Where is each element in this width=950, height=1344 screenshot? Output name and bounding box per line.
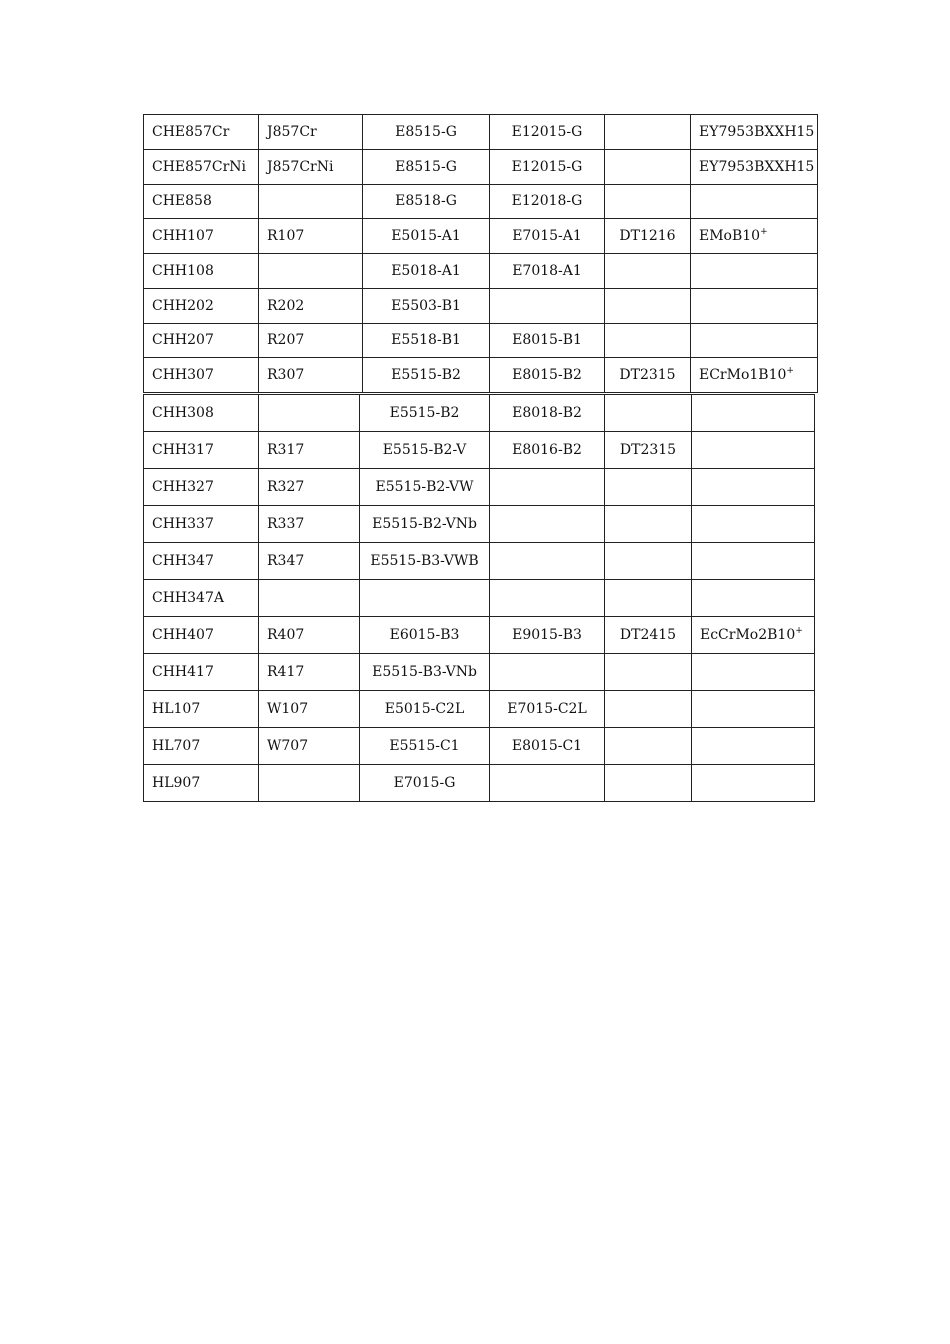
cell-dt-model: [605, 115, 691, 150]
cell-dt-model: [605, 149, 691, 184]
cell-old-grade: [259, 691, 360, 728]
cell-text: E12018-G: [511, 193, 583, 210]
cell-en-model: [691, 115, 818, 150]
cell-gb-model: [360, 654, 490, 691]
table-row: [144, 432, 815, 469]
cell-dt-model: [605, 691, 692, 728]
cell-text: E5515-B2-VW: [375, 479, 474, 495]
cell-gb-model: [363, 115, 490, 150]
cell-gb-model: [360, 765, 490, 802]
cell-grade: [144, 184, 259, 219]
cell-grade: [144, 115, 259, 150]
table-row: [144, 691, 815, 728]
cell-text: R417: [267, 664, 305, 680]
cell-text: J857CrNi: [267, 158, 334, 175]
cell-dt-model: [605, 288, 691, 323]
cell-text: R327: [267, 479, 305, 495]
cell-dt-model: [605, 617, 692, 654]
cell-dt-model: [605, 543, 692, 580]
cell-text: CHE858: [152, 193, 212, 210]
cell-aws-model: [490, 149, 605, 184]
cell-text: E8515-G: [395, 123, 457, 140]
cell-gb-model: [360, 728, 490, 765]
cell-text: E5503-B1: [391, 297, 461, 314]
cell-old-grade: [259, 469, 360, 506]
cell-text: EY7953BXXH15: [699, 123, 815, 140]
cell-gb-model: [360, 432, 490, 469]
cell-text: DT2315: [619, 442, 677, 458]
table-bottom-body: [144, 395, 815, 802]
cell-aws-model: [490, 506, 605, 543]
cell-text: E9015-B3: [512, 627, 582, 643]
cell-text: E8515-G: [395, 158, 457, 175]
cell-aws-model: [490, 115, 605, 150]
cell-text: E5515-B2: [391, 367, 461, 384]
cell-dt-model: [605, 254, 691, 289]
cell-dt-model: [605, 184, 691, 219]
cell-aws-model: [490, 543, 605, 580]
table-row: [144, 254, 818, 289]
cell-text: E5515-C1: [389, 738, 460, 754]
cell-text: E5515-B2-V: [382, 442, 467, 458]
table-row: [144, 580, 815, 617]
cell-aws-model: [490, 691, 605, 728]
cell-text: E12015-G: [511, 158, 583, 175]
cell-aws-model: [490, 432, 605, 469]
table-row: [144, 149, 818, 184]
table-row: [144, 728, 815, 765]
cell-text: E8016-B2: [512, 442, 582, 458]
cell-text: E5515-B2: [389, 405, 460, 421]
cell-old-grade: [259, 358, 363, 393]
cell-dt-model: [605, 358, 691, 393]
table-row: [144, 469, 815, 506]
cell-text: HL907: [152, 775, 201, 791]
superscript-mark: +: [786, 366, 794, 377]
superscript-mark: +: [795, 626, 803, 636]
cell-old-grade: [259, 432, 360, 469]
table-row: [144, 617, 815, 654]
cell-text: E5515-B3-VNb: [372, 664, 477, 680]
cell-old-grade: [259, 184, 363, 219]
cell-grade: [144, 149, 259, 184]
cell-text: CHH407: [152, 627, 214, 643]
cell-gb-model: [360, 617, 490, 654]
cell-old-grade: [259, 395, 360, 432]
cell-text: E6015-B3: [389, 627, 460, 643]
cell-text: R207: [267, 332, 305, 349]
cell-dt-model: [605, 395, 692, 432]
cell-dt-model: [605, 580, 692, 617]
cell-en-model: [691, 149, 818, 184]
cell-text: E12015-G: [511, 123, 583, 140]
cell-aws-model: [490, 469, 605, 506]
cell-text: DT2315: [619, 367, 676, 384]
cell-text: W707: [267, 738, 309, 754]
cell-grade: [144, 543, 259, 580]
cell-text: E8015-B1: [512, 332, 582, 349]
cell-dt-model: [605, 654, 692, 691]
cell-old-grade: [259, 728, 360, 765]
cell-text: J857Cr: [267, 123, 317, 140]
table-row: [144, 654, 815, 691]
table-row: [144, 184, 818, 219]
cell-text: W107: [267, 701, 309, 717]
table-row: [144, 323, 818, 358]
cell-en-model: [692, 691, 815, 728]
cell-text: CHH108: [152, 262, 214, 279]
cell-gb-model: [360, 543, 490, 580]
table-row: [144, 506, 815, 543]
cell-gb-model: [360, 469, 490, 506]
table-row: [144, 765, 815, 802]
cell-text: E8018-B2: [512, 405, 582, 421]
cell-text: E5015-C2L: [384, 701, 465, 717]
cell-en-model: [691, 184, 818, 219]
cell-en-model: [692, 580, 815, 617]
cell-old-grade: [259, 219, 363, 254]
cell-dt-model: [605, 219, 691, 254]
cell-text: CHH337: [152, 516, 214, 532]
electrode-table-top: [143, 114, 818, 393]
table-row: [144, 288, 818, 323]
cell-en-model: [692, 728, 815, 765]
cell-text: HL107: [152, 701, 201, 717]
cell-grade: [144, 691, 259, 728]
cell-en-model: [692, 506, 815, 543]
cell-aws-model: [490, 358, 605, 393]
cell-old-grade: [259, 288, 363, 323]
cell-text: E7015-G: [393, 775, 456, 791]
cell-gb-model: [363, 288, 490, 323]
cell-aws-model: [490, 323, 605, 358]
cell-aws-model: [490, 395, 605, 432]
table-row: [144, 219, 818, 254]
cell-text: CHH207: [152, 332, 214, 349]
cell-old-grade: [259, 149, 363, 184]
cell-text: CHH417: [152, 664, 214, 680]
cell-text: E5515-B2-VNb: [372, 516, 477, 532]
cell-en-model: [692, 617, 815, 654]
cell-text: HL707: [152, 738, 201, 754]
cell-text: CHE857Cr: [152, 123, 230, 140]
cell-en-model: [692, 654, 815, 691]
cell-text: E8518-G: [395, 193, 457, 210]
cell-en-model: [691, 219, 818, 254]
cell-old-grade: [259, 580, 360, 617]
cell-en-model: [692, 395, 815, 432]
cell-text: CHH317: [152, 442, 214, 458]
table-row: [144, 358, 818, 393]
cell-dt-model: [605, 506, 692, 543]
cell-text: R202: [267, 297, 305, 314]
cell-text: CHH307: [152, 367, 214, 384]
table-row: [144, 115, 818, 150]
cell-grade: [144, 765, 259, 802]
cell-en-model: [692, 432, 815, 469]
cell-grade: [144, 358, 259, 393]
cell-en-model: [692, 765, 815, 802]
cell-text: CHH107: [152, 228, 214, 245]
cell-dt-model: [605, 728, 692, 765]
cell-aws-model: [490, 254, 605, 289]
cell-aws-model: [490, 654, 605, 691]
cell-text: R107: [267, 228, 305, 245]
cell-en-model: [691, 323, 818, 358]
cell-grade: [144, 288, 259, 323]
table-row: [144, 543, 815, 580]
cell-text: CHE857CrNi: [152, 158, 246, 175]
cell-text: E7018-A1: [512, 262, 582, 279]
cell-old-grade: [259, 323, 363, 358]
cell-text: EY7953BXXH15: [699, 158, 815, 175]
cell-gb-model: [363, 219, 490, 254]
cell-gb-model: [363, 254, 490, 289]
cell-old-grade: [259, 506, 360, 543]
cell-grade: [144, 728, 259, 765]
cell-text: ECrMo1B10: [699, 367, 787, 384]
cell-aws-model: [490, 617, 605, 654]
cell-grade: [144, 254, 259, 289]
cell-aws-model: [490, 580, 605, 617]
cell-aws-model: [490, 184, 605, 219]
cell-grade: [144, 395, 259, 432]
cell-old-grade: [259, 654, 360, 691]
cell-old-grade: [259, 617, 360, 654]
cell-aws-model: [490, 219, 605, 254]
table-top-body: [144, 115, 818, 393]
cell-gb-model: [360, 506, 490, 543]
cell-text: CHH347: [152, 553, 214, 569]
cell-grade: [144, 617, 259, 654]
cell-grade: [144, 469, 259, 506]
cell-en-model: [691, 358, 818, 393]
cell-text: E5515-B3-VWB: [370, 553, 479, 569]
cell-grade: [144, 506, 259, 543]
electrode-table-bottom: [143, 394, 815, 802]
cell-text: E7015-C2L: [507, 701, 587, 717]
cell-text: E8015-B2: [512, 367, 582, 384]
cell-dt-model: [605, 765, 692, 802]
cell-grade: [144, 580, 259, 617]
cell-text: R317: [267, 442, 305, 458]
cell-aws-model: [490, 765, 605, 802]
cell-dt-model: [605, 432, 692, 469]
cell-text: E7015-A1: [512, 228, 582, 245]
cell-old-grade: [259, 543, 360, 580]
cell-text: R407: [267, 627, 305, 643]
cell-text: CHH202: [152, 297, 214, 314]
cell-en-model: [692, 469, 815, 506]
cell-text: EMoB10: [699, 228, 761, 245]
cell-aws-model: [490, 288, 605, 323]
cell-dt-model: [605, 469, 692, 506]
cell-text: R347: [267, 553, 305, 569]
cell-en-model: [691, 288, 818, 323]
cell-grade: [144, 432, 259, 469]
cell-dt-model: [605, 323, 691, 358]
cell-old-grade: [259, 115, 363, 150]
cell-en-model: [692, 543, 815, 580]
cell-grade: [144, 219, 259, 254]
cell-gb-model: [363, 149, 490, 184]
cell-gb-model: [360, 580, 490, 617]
cell-text: DT1216: [619, 228, 676, 245]
cell-gb-model: [363, 184, 490, 219]
cell-text: EcCrMo2B10: [700, 627, 796, 643]
cell-grade: [144, 654, 259, 691]
cell-gb-model: [363, 323, 490, 358]
cell-text: R307: [267, 367, 305, 384]
cell-gb-model: [360, 395, 490, 432]
table-row: [144, 395, 815, 432]
cell-gb-model: [360, 691, 490, 728]
cell-text: E5518-B1: [391, 332, 461, 349]
cell-old-grade: [259, 254, 363, 289]
cell-text: DT2415: [619, 627, 677, 643]
cell-aws-model: [490, 728, 605, 765]
cell-text: CHH347A: [152, 590, 224, 606]
cell-text: E5018-A1: [391, 262, 461, 279]
cell-text: R337: [267, 516, 305, 532]
cell-grade: [144, 323, 259, 358]
cell-gb-model: [363, 358, 490, 393]
cell-text: CHH308: [152, 405, 214, 421]
cell-text: E5015-A1: [391, 228, 461, 245]
superscript-mark: +: [760, 227, 768, 238]
cell-text: E8015-C1: [511, 738, 583, 754]
cell-en-model: [691, 254, 818, 289]
cell-text: CHH327: [152, 479, 214, 495]
cell-old-grade: [259, 765, 360, 802]
